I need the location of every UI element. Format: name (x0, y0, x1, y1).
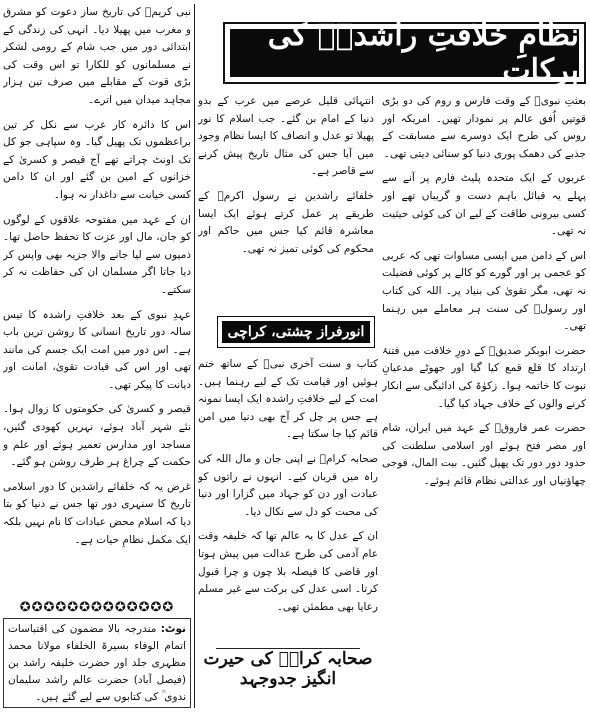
paragraph: انتہائی قلیل عرصے میں عرب کے بدو دنیا کے امام بن گئے۔ جب اسلام کا نور پھیلا تو عدل و انصاف کا ایسا نظام وجود میں آیا جس کی مثال تاریخ پیش کرنے سے قاصر ہے۔ (198, 95, 374, 178)
section-subheading (200, 648, 376, 688)
footnote-label: نوٹ: (160, 623, 186, 635)
paragraph: اس کے دامن میں ایسی مساوات تھی کہ عربی کو عجمی پر اور گورے کو کالے پر کوئی فضیلت نہ تھی، مگر تقویٰ کی بنیاد پر۔ اللہ کی کتاب اور رسولؐ کی سنت ہر معاملے میں رہنما تھی۔ (382, 249, 586, 333)
paragraph: حضرت عمر فاروقؓ کے عہد میں ایران، شام اور مصر فتح ہوئے اور اسلامی سلطنت کی حدود دور دور تک پھیل گئیں۔ بیت المال، فوجی چھاؤنیاں اور عدالتی نظام قائم ہوئے۔ (382, 422, 586, 487)
author-byline: انورفراز چشتی، کراچی (227, 324, 365, 340)
paragraph: صحابہ کرامؓ نے اپنی جان و مال اللہ کی راہ میں قربان کیے۔ انہوں نے راتوں کو عبادت اور دن کو جہاد میں گزارا اور دنیا کی محبت کو دل سے نکال دیا۔ (198, 452, 378, 518)
paragraph: عربوں کے ایک متحدہ پلیٹ فارم پر آنے سے پہلے یہ قبائل باہم دست و گریباں تھے اور کسی بیرونی طاقت کے لیے ان کی کوئی حیثیت نہ تھی۔ (382, 172, 586, 238)
paragraph: ان کے عہد میں مفتوحہ علاقوں کے لوگوں کو جان، مال اور عزت کا تحفظ حاصل تھا۔ ذمیوں سے لیا جانے والا جزیہ بھی واپس کر دیا جاتا اگر مسلمان ان کی حفاظت نہ کر سکتے۔ (3, 213, 191, 296)
article-column-middle (198, 93, 374, 319)
paragraph: بعثتِ نبویؐ کے وقت فارس و روم کی دو بڑی قوتیں اُفق عالم پر نمودار تھیں۔ امریکہ اور روس کی طرح ایک دوسرے سے مسابقت کے جذبے کی دھمک پوری دنیا کو سنائی دیتی تھی۔ (382, 95, 586, 160)
paragraph: ان کے عدل کا یہ عالم تھا کہ خلیفہ وقت عام آدمی کی طرح عدالت میں پیش ہوتا اور قاضی کا فیصلہ بلا چون و چرا قبول کرتا۔ اسی عدل کی برکت سے غیر مسلم رعایا بھی مطمئن تھی۔ (198, 530, 378, 613)
star-divider: ✪✪✪✪✪✪✪✪✪✪✪✪✪ (19, 600, 175, 615)
paragraph: حضرت ابوبکر صدیقؓ کے دورِ خلافت میں فتنۂ ارتداد کا قلع قمع کیا گیا اور جھوٹے مدعیانِ نبوت کا خاتمہ ہوا۔ زکوٰۃ کی ادائیگی سے انکار کرنے والوں کے خلاف جہاد کیا گیا۔ (382, 344, 586, 410)
article-column-middle-lower (198, 356, 378, 640)
paragraph: قیصر و کسریٰ کی حکومتوں کا زوال ہوا۔ نئے شہر آباد ہوئے، نہریں کھودی گئیں، مساجد اور مدارس تعمیر ہوئے اور علم و حکمت کے چراغ ہر طرف روشن ہو گئے۔ (3, 403, 191, 469)
paragraph: خلفائے راشدین نے رسول اکرمؐ کے طریقے پر عمل کرتے ہوئے ایک ایسا معاشرہ قائم کیا جس میں حاکم اور محکوم کی کوئی تمیز نہ تھی۔ (198, 189, 374, 255)
paragraph: نبی کریمؐ کی تاریخ ساز دعوت کو مشرق و مغرب میں پھیلا دیا۔ انہی کی زندگی کے ابتدائی دور میں جب شام کے رومی لشکر نے مسلمانوں کو للکارا تو اس وقت کی بڑی قوت کے مقابلے میں صرف تین ہزار مجاہد میدان میں اترے۔ (3, 6, 191, 106)
paragraph: کتاب و سنت آخری نبیؐ کے ساتھ ختم ہوئیں اور قیامت تک کے لیے رہنما ہیں۔ امت کے لیے خلافتِ راشدہ ایک ایسا نمونہ ہے جس پر چل کر آج بھی دنیا میں امن قائم کیا جا سکتا ہے۔ (198, 358, 378, 441)
headline-bar (230, 18, 579, 88)
paragraph: غرض یہ کہ خلفائے راشدین کا دور اسلامی تاریخ کا سنہری دور تھا جس نے دنیا کو بتا دیا کہ اسلام محض عبادات کا نام نہیں بلکہ ایک مکمل نظامِ حیات ہے۔ (3, 480, 191, 546)
paragraph: اس کا دائرہ کار عرب سے نکل کر تین براعظموں تک پھیل گیا۔ وہ سپاہی جو کل تک اونٹ چراتے تھے آج قیصر و کسریٰ کے خزانوں کے امین بن گئے اور ان کا دامن کسی خیانت سے داغدار نہ ہوا۔ (3, 118, 191, 201)
headline-box (223, 18, 586, 88)
byline-bar (222, 321, 370, 343)
footnote-box (3, 618, 191, 708)
paragraph: عہدِ نبوی کے بعد خلافتِ راشدہ کا تیس سالہ دور تاریخ انسانی کا روشن ترین باب ہے۔ اس دور میں امت ایک جسم کی مانند تھی اور اس کی قیادت تقویٰ، امانت اور دیانت کا پیکر تھی۔ (3, 308, 191, 391)
footnote-text: مندرجہ بالا مضمون کی اقتباسات اتمام الوفاء بسیرۃ الخلفاء مولانا محمد مظہری جلد اور حضرت خلیفہ راشد بن (فیصل آباد) حضرت عالم راشد سلیمان ندوی ؒ کی کتابوں سے لیے گئے ہیں۔ (8, 623, 186, 703)
byline-box (217, 316, 375, 348)
section-heading-text: صحابہ کرامؓ کی حیرت انگیز جدوجہد (203, 649, 373, 688)
article-column-right (382, 93, 586, 681)
column-divider (194, 4, 195, 708)
article-headline: نظامِ خلافتِ راشدہؓ کی برکات (267, 18, 579, 88)
